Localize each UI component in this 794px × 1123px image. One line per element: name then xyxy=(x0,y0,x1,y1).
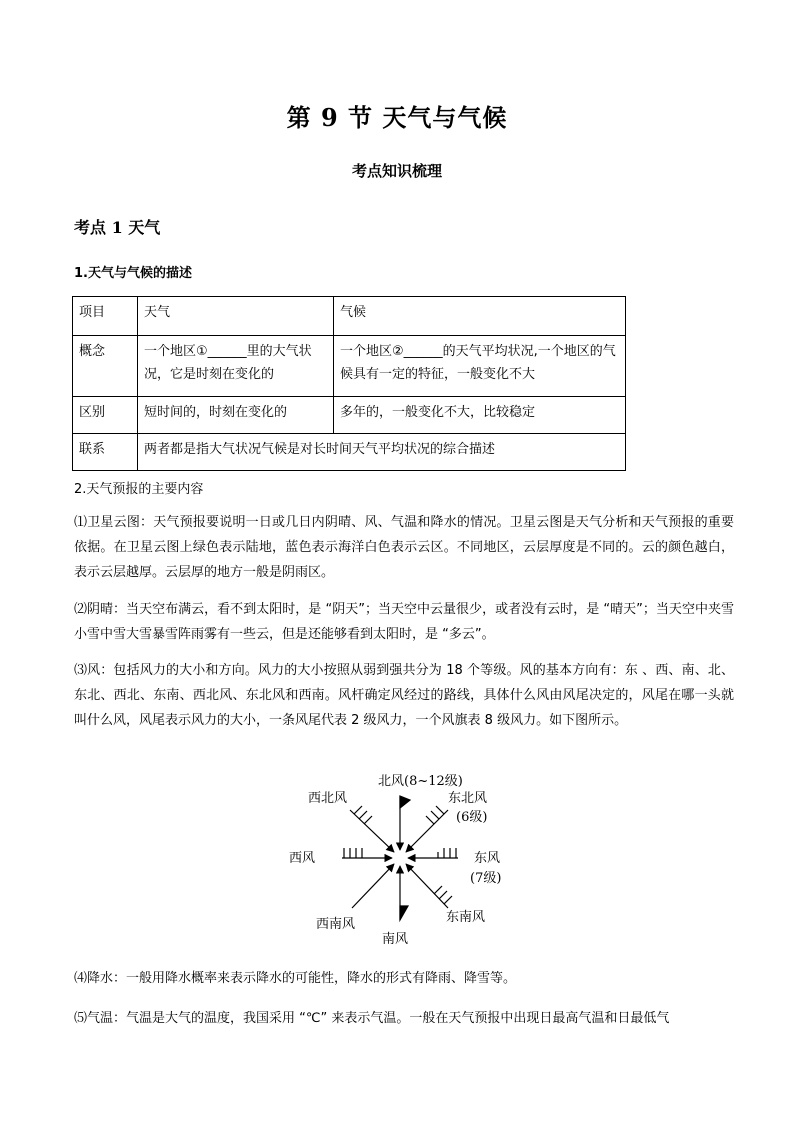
label-west-wind: 西风 xyxy=(289,851,316,866)
table-cell: 区别 xyxy=(73,397,138,434)
label-southeast-wind: 东南风 xyxy=(446,910,486,925)
label-south-wind: 南风 xyxy=(382,932,409,947)
table-cell: 一个地区①______里的大气状况，它是时刻在变化的 xyxy=(138,336,334,397)
east-wind-tails xyxy=(438,848,456,858)
subheading-description: 1.天气与气候的描述 xyxy=(74,266,192,281)
page-subtitle: 考点知识梳理 xyxy=(351,162,442,180)
label-north-wind: 北风(8~12级) xyxy=(378,774,463,789)
table-cell: 短时间的，时刻在变化的 xyxy=(138,397,334,434)
west-wind-tails xyxy=(344,848,362,858)
section-heading-weather: 考点 1 天气 xyxy=(74,218,161,237)
weather-climate-table xyxy=(72,296,626,471)
table-cell: 一个地区②______的天气平均状况,一个地区的气候具有一定的特征，一般变化不大 xyxy=(334,336,626,397)
label-east-level: (7级) xyxy=(470,871,502,886)
paragraph-wind: ⑶风：包括风力的大小和方向。风力的大小按照从弱到强共分为 18 个等级。风的基本方向有：东 、西、南、北、东北、西北、东南、西北风、东北风和西南。风杆确定风经过的路线，具体什么风由风尾决定的，风尾在哪一头就叫什么风，风尾表示风力的大小，一条风尾代表 2 级风力，一个风旗表 8 级风力。如下图所示。 xyxy=(74,663,734,728)
label-southwest-wind: 西南风 xyxy=(316,917,356,932)
southeast-wind-tails xyxy=(434,886,452,904)
northwest-wind-tails xyxy=(354,806,372,824)
table-cell: 多年的，一般变化不大，比较稳定 xyxy=(334,397,626,434)
paragraph-temperature: ⑸气温：气温是大气的温度，我国采用 “℃” 来表示气温。一般在天气预报中出现日最高气温和日最低气 xyxy=(74,1011,670,1026)
label-northwest-wind: 西北风 xyxy=(308,791,348,806)
south-wind-flag xyxy=(400,906,408,920)
table-cell: 气候 xyxy=(334,297,626,336)
table-cell: 项目 xyxy=(73,297,138,336)
subheading-forecast: 2.天气预报的主要内容 xyxy=(74,482,204,497)
label-northeast-wind: 东北风 xyxy=(448,791,488,806)
page-title: 第 9 节 天气与气候 xyxy=(286,103,508,132)
table-row xyxy=(73,434,626,471)
north-wind-flag xyxy=(400,796,410,808)
table-row xyxy=(73,336,626,397)
northeast-wind-tails xyxy=(426,806,444,824)
paragraph-precipitation: ⑷降水：一般用降水概率来表示降水的可能性，降水的形式有降雨、降雪等。 xyxy=(74,971,517,986)
table-row xyxy=(73,297,626,336)
table-cell: 两者都是指大气状况气候是对长时间天气平均状况的综合描述 xyxy=(138,434,626,471)
paragraph-sky: ⑵阴晴：当天空布满云，看不到太阳时，是 “阴天”；当天空中云量很少，或者没有云时，是 “晴天”；当天空中夹雪小雪中雪大雪暴雪阵雨雾有一些云，但是还能够看到太阳时，是 “多云”。 xyxy=(74,602,734,642)
wind-direction-diagram xyxy=(280,768,520,950)
table-row xyxy=(73,397,626,434)
paragraph-satellite: ⑴卫星云图：天气预报要说明一日或几日内阴晴、风、气温和降水的情况。卫星云图是天气分析和天气预报的重要依据。在卫星云图上绿色表示陆地，蓝色表示海洋白色表示云区。不同地区，云层厚度是不同的。云的颜色越白，表示云层越厚。云层厚的地方一般是阴雨区。 xyxy=(74,515,734,580)
label-east-wind: 东风 xyxy=(474,851,501,866)
table-cell: 联系 xyxy=(73,434,138,471)
table-cell: 天气 xyxy=(138,297,334,336)
table-cell: 概念 xyxy=(73,336,138,397)
label-northeast-level: (6级) xyxy=(456,810,488,825)
southwest-wind-arrow xyxy=(352,864,394,908)
